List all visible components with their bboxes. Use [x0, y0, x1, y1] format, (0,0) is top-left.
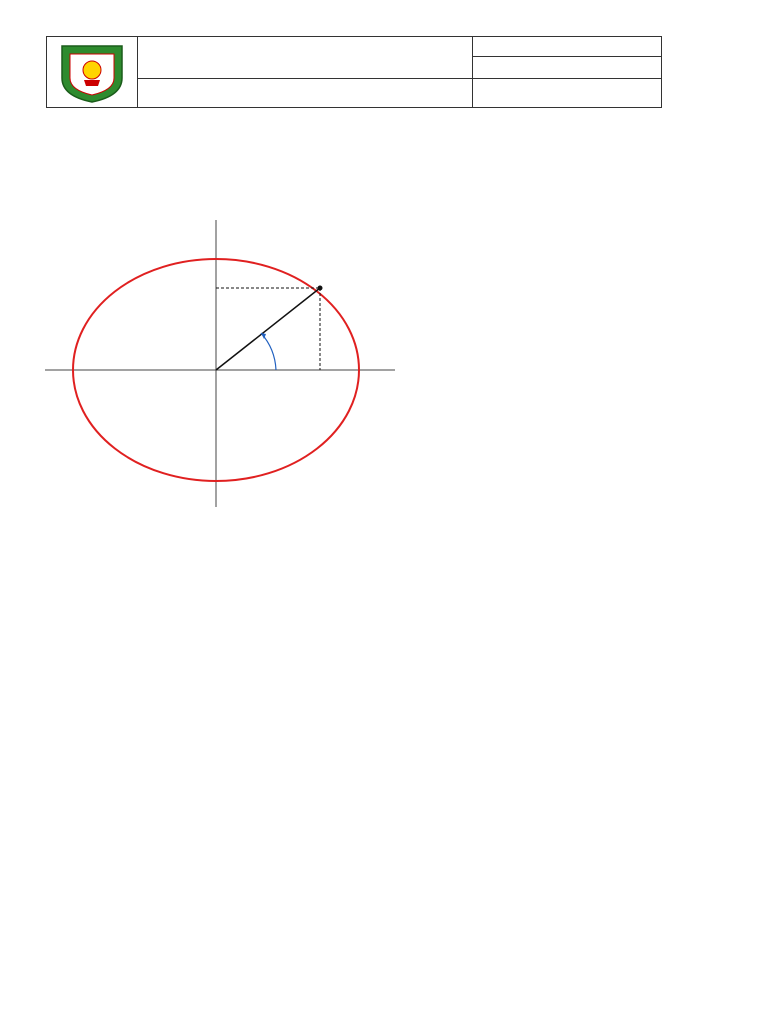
angle-arc: [261, 333, 276, 370]
unit-circle-plot: [40, 212, 405, 512]
header-table: [46, 36, 662, 108]
topic-title: [143, 79, 468, 107]
area-label: [472, 37, 661, 56]
course-label: [472, 57, 661, 78]
school-logo: [47, 37, 137, 107]
point-p: [318, 286, 323, 291]
school-name: [143, 39, 468, 77]
radius-line: [216, 288, 320, 370]
professor: [472, 79, 661, 107]
